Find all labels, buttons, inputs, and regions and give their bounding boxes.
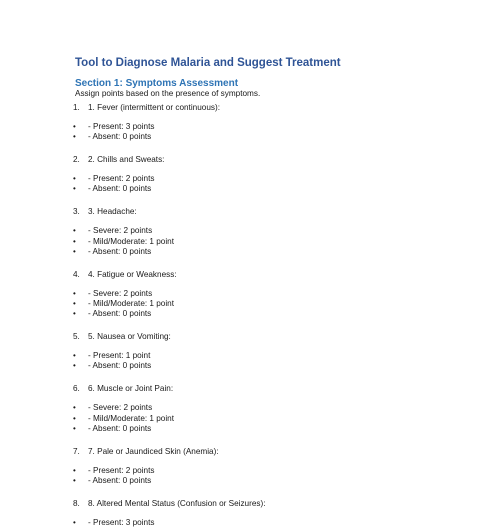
list-number: 2. <box>73 155 80 165</box>
bullet-icon: • <box>73 413 76 423</box>
bullet-icon: • <box>73 351 76 361</box>
question-label: 3. Headache: <box>88 207 137 217</box>
option-text: - Severe: 2 points <box>88 226 153 236</box>
bullet-icon: • <box>73 476 76 485</box>
list-number: 5. <box>73 332 80 342</box>
bullet-icon: • <box>73 423 76 433</box>
option-text: - Present: 2 points <box>88 174 155 184</box>
option-text: - Severe: 2 points <box>88 403 153 413</box>
question-label: 4. Fatigue or Weakness: <box>88 269 177 279</box>
bullet-icon: • <box>73 288 76 298</box>
list-number: 6. <box>73 384 80 394</box>
option-text: - Present: 1 point <box>88 351 151 361</box>
bullet-icon: • <box>73 174 76 184</box>
bullet-icon: • <box>73 184 76 194</box>
section-heading: Section 1: Symptoms Assessment <box>75 78 239 89</box>
section-intro: Assign points based on the presence of symptoms. <box>75 89 261 98</box>
question-label: 6. Muscle or Joint Pain: <box>88 384 174 394</box>
option-text: - Absent: 0 points <box>88 423 152 433</box>
option-text: - Mild/Moderate: 1 point <box>88 413 175 423</box>
question-label: 1. Fever (intermittent or continuous): <box>88 103 220 112</box>
list-number: 1. <box>73 103 80 112</box>
question-label: 8. Altered Mental Status (Confusion or Seizures): <box>88 499 266 508</box>
option-text: - Absent: 0 points <box>88 361 152 371</box>
bullet-icon: • <box>73 132 76 142</box>
bullet-icon: • <box>73 309 76 319</box>
bullet-icon: • <box>73 465 76 475</box>
question-label: 2. Chills and Sweats: <box>88 155 165 165</box>
document-title: Tool to Diagnose Malaria and Suggest Treatment <box>75 57 341 69</box>
option-text: - Absent: 0 points <box>88 246 152 256</box>
option-text: - Absent: 0 points <box>88 184 152 194</box>
list-number: 4. <box>73 269 80 279</box>
option-text: - Present: 3 points <box>88 122 155 131</box>
option-text: - Absent: 0 points <box>88 476 152 485</box>
list-number: 8. <box>73 499 80 508</box>
bullet-icon: • <box>73 236 76 246</box>
list-number: 3. <box>73 207 80 217</box>
bullet-icon: • <box>73 226 76 236</box>
option-text: - Present: 2 points <box>88 465 155 475</box>
question-label: 7. Pale or Jaundiced Skin (Anemia): <box>88 446 219 456</box>
option-text: - Mild/Moderate: 1 point <box>88 236 175 246</box>
option-text: - Absent: 0 points <box>88 309 152 319</box>
question-label: 5. Nausea or Vomiting: <box>88 332 171 342</box>
bullet-icon: • <box>73 246 76 256</box>
option-text: - Mild/Moderate: 1 point <box>88 299 175 308</box>
bullet-icon: • <box>73 361 76 371</box>
list-number: 7. <box>73 446 80 456</box>
bullet-icon: • <box>73 299 76 308</box>
bullet-icon: • <box>73 403 76 413</box>
option-text: - Severe: 2 points <box>88 288 153 298</box>
bullet-icon: • <box>73 122 76 131</box>
bullet-icon: • <box>73 518 76 527</box>
option-text: - Absent: 0 points <box>88 132 152 142</box>
option-text: - Present: 3 points <box>88 518 155 527</box>
